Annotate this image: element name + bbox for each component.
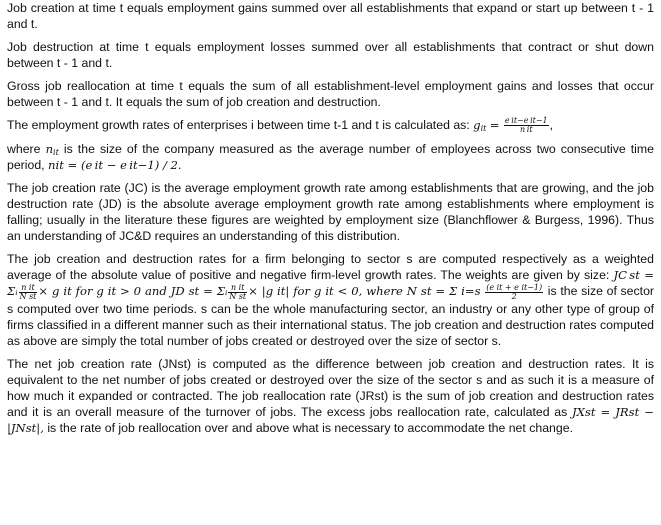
jd-weight-den: N st: [229, 291, 247, 301]
jc-formula-lhs: JC st = Σᵢ: [7, 268, 654, 299]
sector-size-num: (e it + e it−1): [486, 282, 543, 292]
paragraph-sector-rates: [7, 251, 654, 348]
jc-weight-den: N st: [19, 291, 37, 301]
size-symbol: $n_{it}$: [45, 142, 59, 158]
jd-formula-rest: × |g it| for g it < 0, where N st = Σ i=s: [248, 284, 481, 299]
sector-size-fraction: [485, 284, 543, 301]
growth-rate-text: The employment growth rates of enterprises i between time t-1 and t is calculated as:: [7, 118, 470, 132]
growth-rate-fraction: [504, 117, 549, 134]
sector-text-a: The job creation and destruction rates for a firm belonging to sector s are computed respectively as a weighted average of the absolute value of positive and negative firm-level growth rates. The weights are given by size:: [7, 252, 654, 283]
jc-weight-fraction: [19, 284, 38, 301]
sector-size-den: 2: [511, 291, 517, 301]
paragraph-growth-rate: The employment growth rates of enterprises i between time t-1 and t is calculated as: $g_{it}$ = $\frac{\text{e it−e it−1}}{\text{n it}}$ ,: [7, 116, 554, 135]
paragraph-jc-jd-rates: The job creation rate (JC) is the average employment growth rate among establishments that are growing, and the job destruction rate (JD) is the absolute average employment growth rate among establishments where employment is falling; usually in the literature these figures are weighted by employment size (Blanchflower & Burgess, 1996). Thus an understanding of JC&D requires an understanding of this distribution.: [7, 181, 654, 244]
growth-rate-lhs: $g_{it}$: [473, 118, 487, 133]
growth-rate-numerator: e it−e it−1: [504, 116, 548, 126]
net-text-a: The net job creation rate (JNst) is computed as the difference between job creation and destruction rates. It is equivalent to the net number of jobs created or destroyed over the size of the sector s and as such it is a measure of how much it expanded or contracted. The job reallocation rate (JRst) is the sum of job creation and destruction rates and it is an overall measure of the turnover of jobs. The excess jobs reallocation rate, calculated as: [7, 356, 654, 419]
paragraph-net-job-creation: [7, 356, 654, 436]
size-formula: nit = (e it − e it−1) / 2.: [48, 158, 182, 173]
size-text-a: where: [7, 142, 41, 157]
paragraph-job-destruction: Job destruction at time t equals employment losses summed over all establishments that contract or shut down between t - 1 and t.: [7, 40, 654, 70]
paragraph-job-creation: Job creation at time t equals employment gains summed over all establishments that expand or start up between t - 1 and t.: [7, 1, 654, 31]
growth-rate-denominator: n it: [520, 125, 533, 135]
paragraph-size-definition: [7, 141, 654, 173]
jc-formula-rest: × g it for g it > 0 and JD st = Σᵢ: [38, 284, 228, 299]
excess-reallocation-formula: JXst = JRst − |JNst|,: [7, 404, 654, 435]
paragraph-gross-reallocation: Gross job reallocation at time t equals the sum of all establishment-level employment gains and losses that occur between t - 1 and t. It equals the sum of job creation and destruction.: [7, 79, 654, 109]
size-text-b: is the size of the company measured as the average number of employees across two consecutive time period,: [7, 142, 654, 173]
jd-weight-fraction: [228, 284, 247, 301]
sector-text-b: is the size of sector s computed over two time periods. s can be the whole manufacturing sector, an industry or any other type of group of firms classified in a different manner such as their international status. The job creation and destruction rates computed as above are simply the total number of jobs created or destroyed over the size of sector s.: [7, 284, 654, 348]
jd-weight-num: n it: [228, 284, 247, 293]
jc-weight-num: n it: [19, 284, 38, 293]
net-text-b: is the rate of job reallocation over and above what is necessary to accommodate the net change.: [47, 420, 573, 435]
